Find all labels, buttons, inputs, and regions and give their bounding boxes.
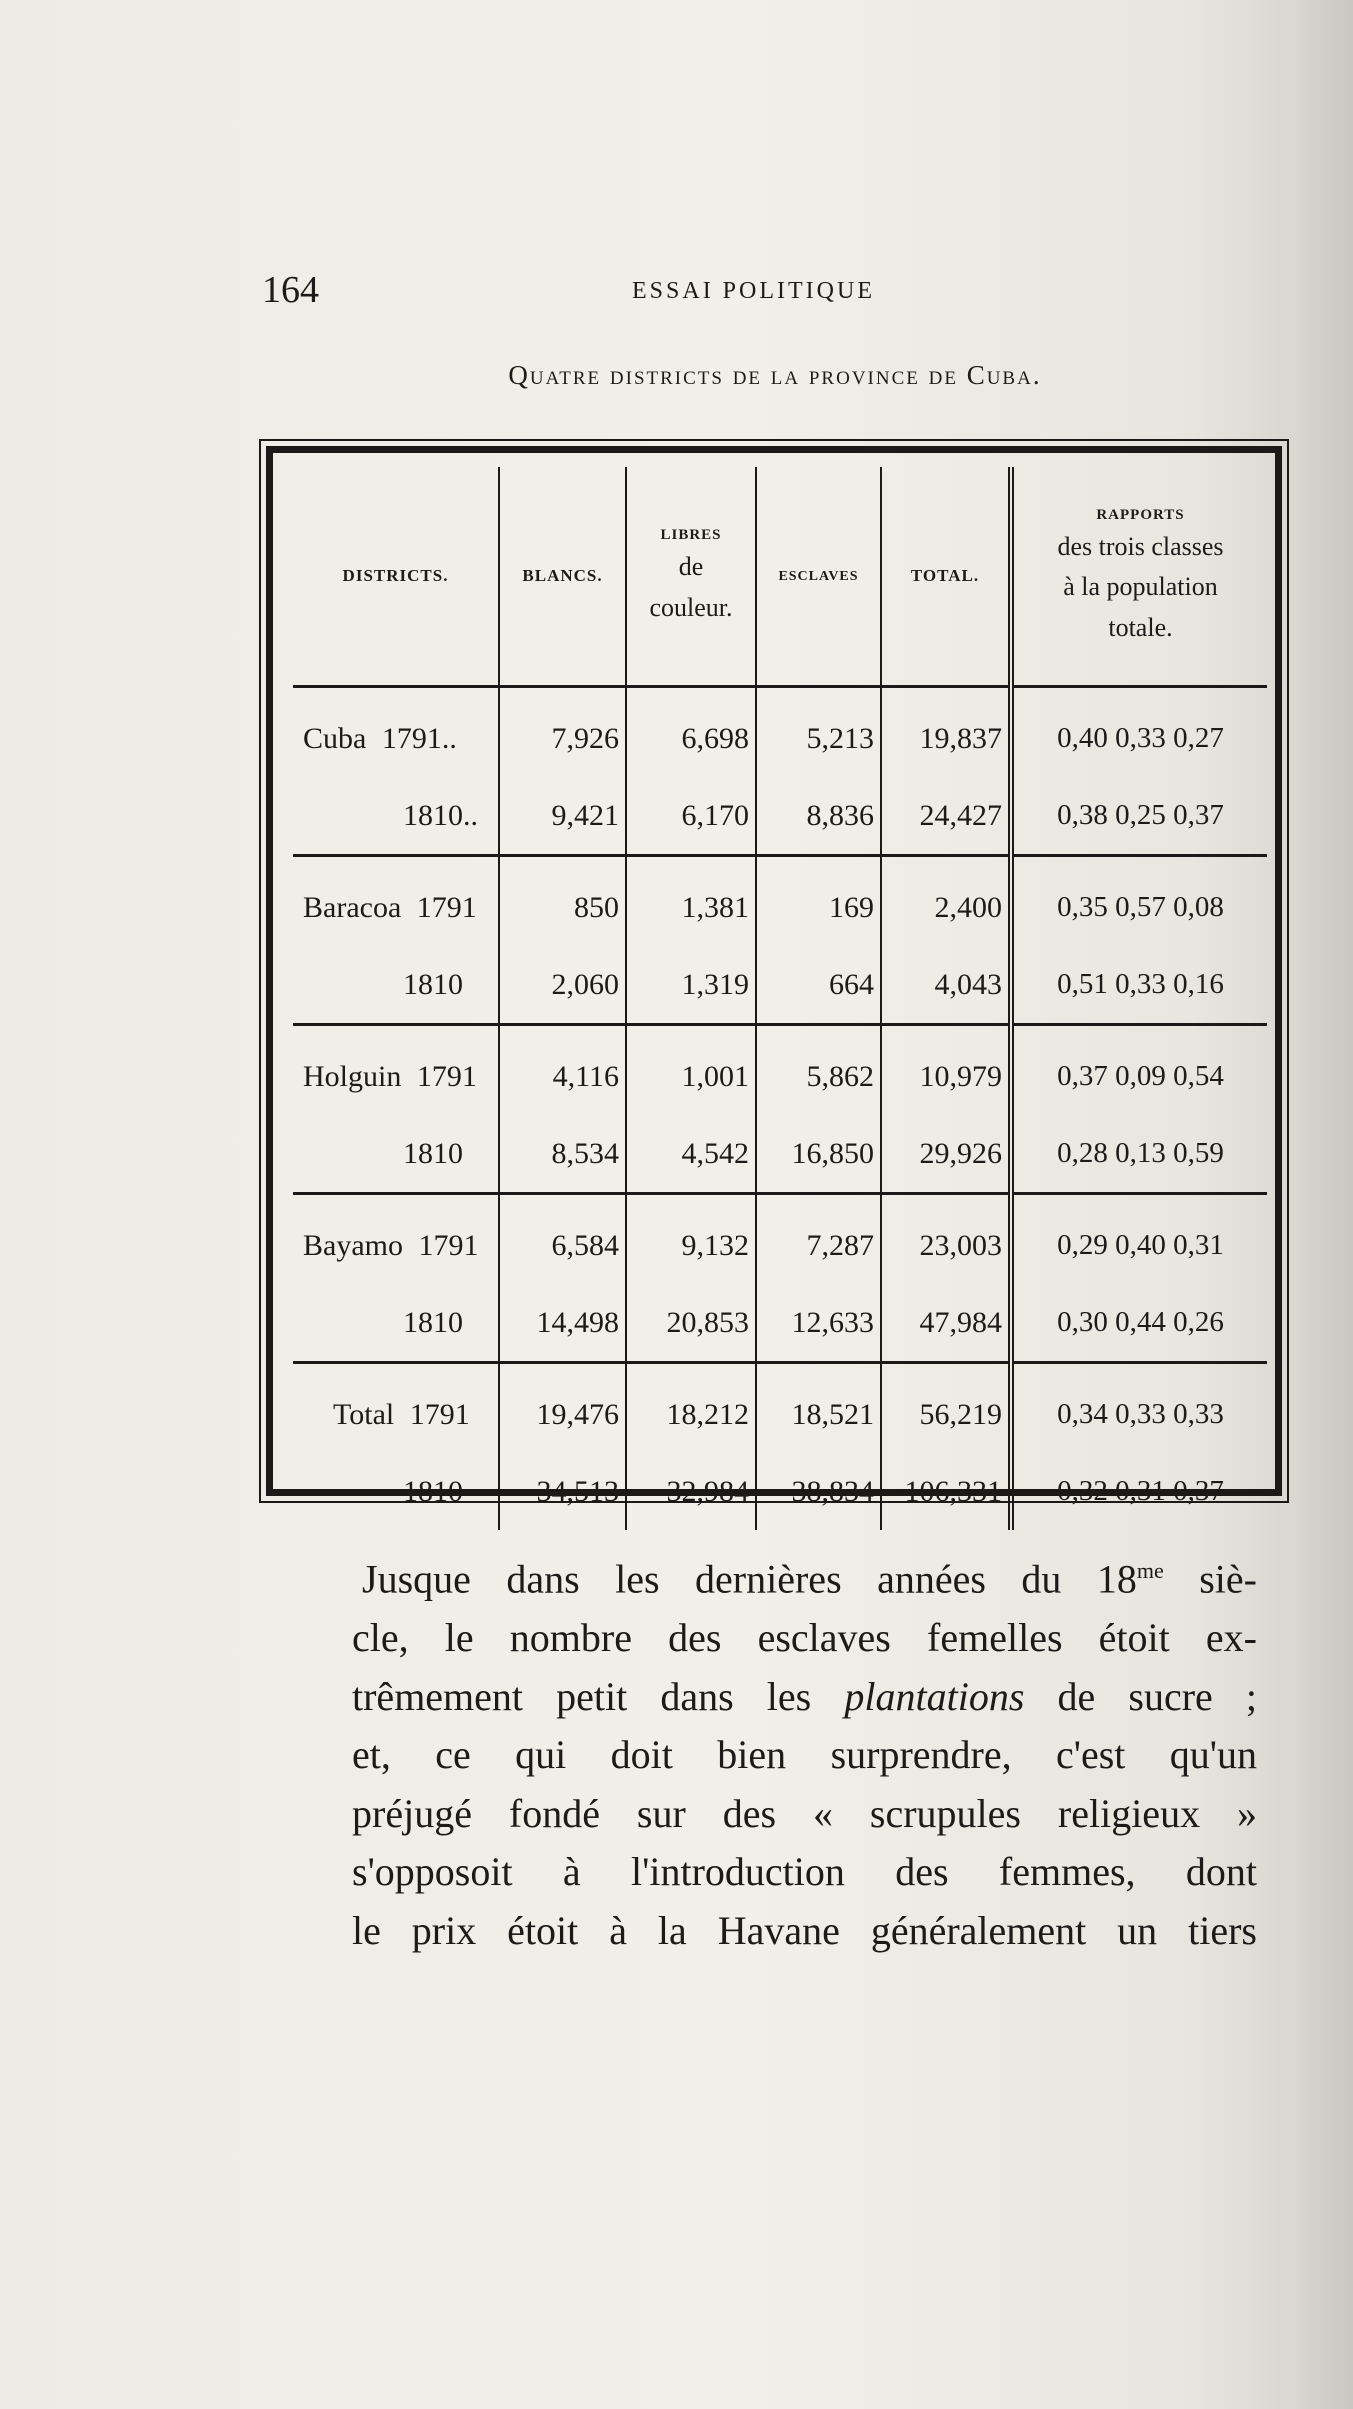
blancs-cell: 2,060 [499,946,626,1025]
rapports-cell: 0,51 0,33 0,16 [1011,946,1267,1025]
district-year: 1791 [409,1397,470,1431]
body-line: cle, le nombre des esclaves femelles étoit ex- [352,1614,1257,1660]
district-cell [293,1363,499,1454]
header-libres-line1: LIBRES [660,527,722,544]
body-text-run: siè- [1163,1556,1257,1602]
table-title: Quatre districts de la province de Cuba. [508,360,1042,390]
body-line: préjugé fondé sur des « scrupules religieux » [352,1790,1257,1836]
table-row [293,946,1267,1025]
population-table-frame [266,446,1282,1508]
body-line: le prix étoit à la Havane généralement un tiers [352,1907,1257,1953]
superscript: me [1136,1558,1164,1583]
esclaves-cell: 5,862 [756,1025,881,1116]
district-year: 1791 [418,1228,479,1262]
district-year: 1810.. [403,798,478,832]
esclaves-cell: 38,834 [756,1453,881,1530]
header-rapports-line3: à la population [1063,572,1218,602]
table-row [293,1284,1267,1363]
district-year: 1810 [403,967,463,1001]
esclaves-cell: 18,521 [756,1363,881,1454]
libres-cell: 18,212 [626,1363,756,1454]
esclaves-cell: 12,633 [756,1284,881,1363]
district-name: Total [333,1397,395,1431]
blancs-cell: 8,534 [499,1115,626,1194]
rapports-cell: 0,37 0,09 0,54 [1011,1025,1267,1116]
header-libres [626,467,756,687]
header-libres-line3: couleur. [649,592,733,622]
district-year: 1810 [403,1305,463,1339]
rapports-cell: 0,29 0,40 0,31 [1011,1194,1267,1285]
district-year: 1791 [416,890,477,924]
district-name: Cuba [303,721,367,755]
header-libres-line2: de [678,552,704,582]
italic-term: plantations [844,1673,1025,1719]
header-districts: DISTRICTS. [293,467,499,687]
district-name: Holguin [303,1059,402,1093]
esclaves-cell: 169 [756,856,881,947]
table-row [293,1115,1267,1194]
esclaves-cell: 8,836 [756,777,881,856]
population-table [293,467,1267,1530]
page-number: 164 [262,269,319,311]
libres-cell: 20,853 [626,1284,756,1363]
total-cell: 56,219 [881,1363,1011,1454]
header-total: TOTAL. [881,467,1011,687]
district-cell [293,777,499,856]
libres-cell: 9,132 [626,1194,756,1285]
total-cell: 47,984 [881,1284,1011,1363]
libres-cell: 4,542 [626,1115,756,1194]
blancs-cell: 7,926 [499,687,626,778]
district-cell [293,687,499,778]
table-row [293,1363,1267,1454]
blancs-cell: 14,498 [499,1284,626,1363]
header-blancs: BLANCS. [499,467,626,687]
blancs-cell: 6,584 [499,1194,626,1285]
body-line: et, ce qui doit bien surprendre, c'est qu'un [352,1732,1257,1778]
total-cell: 29,926 [881,1115,1011,1194]
body-line [352,1668,1257,1727]
table-row [293,1453,1267,1530]
rapports-cell: 0,35 0,57 0,08 [1011,856,1267,947]
body-text-run: trêmement petit dans les [352,1673,845,1719]
libres-cell: 6,698 [626,687,756,778]
total-cell: 106,331 [881,1453,1011,1530]
libres-cell: 1,381 [626,856,756,947]
table-row [293,1194,1267,1285]
table-row [293,1025,1267,1116]
header-rapports [1011,467,1267,687]
blancs-cell: 34,513 [499,1453,626,1530]
running-head [262,268,1232,318]
running-title: ESSAI POLITIQUE [632,278,875,304]
table-row [293,687,1267,778]
table-row [293,777,1267,856]
total-cell: 19,837 [881,687,1011,778]
rapports-cell: 0,32 0,31 0,37 [1011,1453,1267,1530]
district-name: Baracoa [303,890,402,924]
district-year: 1810 [403,1136,463,1170]
district-cell [293,1284,499,1363]
libres-cell: 6,170 [626,777,756,856]
rapports-cell: 0,40 0,33 0,27 [1011,687,1267,778]
district-name: Bayamo [303,1228,403,1262]
esclaves-cell: 16,850 [756,1115,881,1194]
header-rapports-line1: RAPPORTS [1096,506,1185,523]
total-cell: 24,427 [881,777,1011,856]
district-cell [293,1194,499,1285]
rapports-cell: 0,28 0,13 0,59 [1011,1115,1267,1194]
body-line: s'opposoit à l'introduction des femmes, dont [352,1849,1257,1895]
header-rapports-line4: totale. [1108,612,1173,642]
district-cell [293,1453,499,1530]
total-cell: 4,043 [881,946,1011,1025]
total-cell: 23,003 [881,1194,1011,1285]
district-year: 1791.. [381,721,457,755]
esclaves-cell: 5,213 [756,687,881,778]
total-cell: 10,979 [881,1025,1011,1116]
header-esclaves: ESCLAVES [756,467,881,687]
rapports-cell: 0,34 0,33 0,33 [1011,1363,1267,1454]
district-cell [293,946,499,1025]
body-line [352,1542,1257,1609]
district-cell [293,856,499,947]
table-row [293,856,1267,947]
district-cell [293,1115,499,1194]
body-text-run: Jusque dans les dernières années du 18 [362,1556,1137,1602]
blancs-cell: 850 [499,856,626,947]
table-header-row [293,467,1267,687]
rapports-cell: 0,30 0,44 0,26 [1011,1284,1267,1363]
rapports-cell: 0,38 0,25 0,37 [1011,777,1267,856]
total-cell: 2,400 [881,856,1011,947]
population-table-container [293,467,1261,1508]
libres-cell: 1,001 [626,1025,756,1116]
blancs-cell: 9,421 [499,777,626,856]
header-rapports-line2: des trois classes [1057,532,1224,562]
district-year: 1810 [403,1474,463,1508]
district-year: 1791 [416,1059,477,1093]
esclaves-cell: 664 [756,946,881,1025]
body-paragraph [352,1542,1257,1960]
blancs-cell: 4,116 [499,1025,626,1116]
esclaves-cell: 7,287 [756,1194,881,1285]
blancs-cell: 19,476 [499,1363,626,1454]
body-text-run: de sucre ; [1024,1673,1258,1719]
libres-cell: 1,319 [626,946,756,1025]
libres-cell: 32,984 [626,1453,756,1530]
district-cell [293,1025,499,1116]
